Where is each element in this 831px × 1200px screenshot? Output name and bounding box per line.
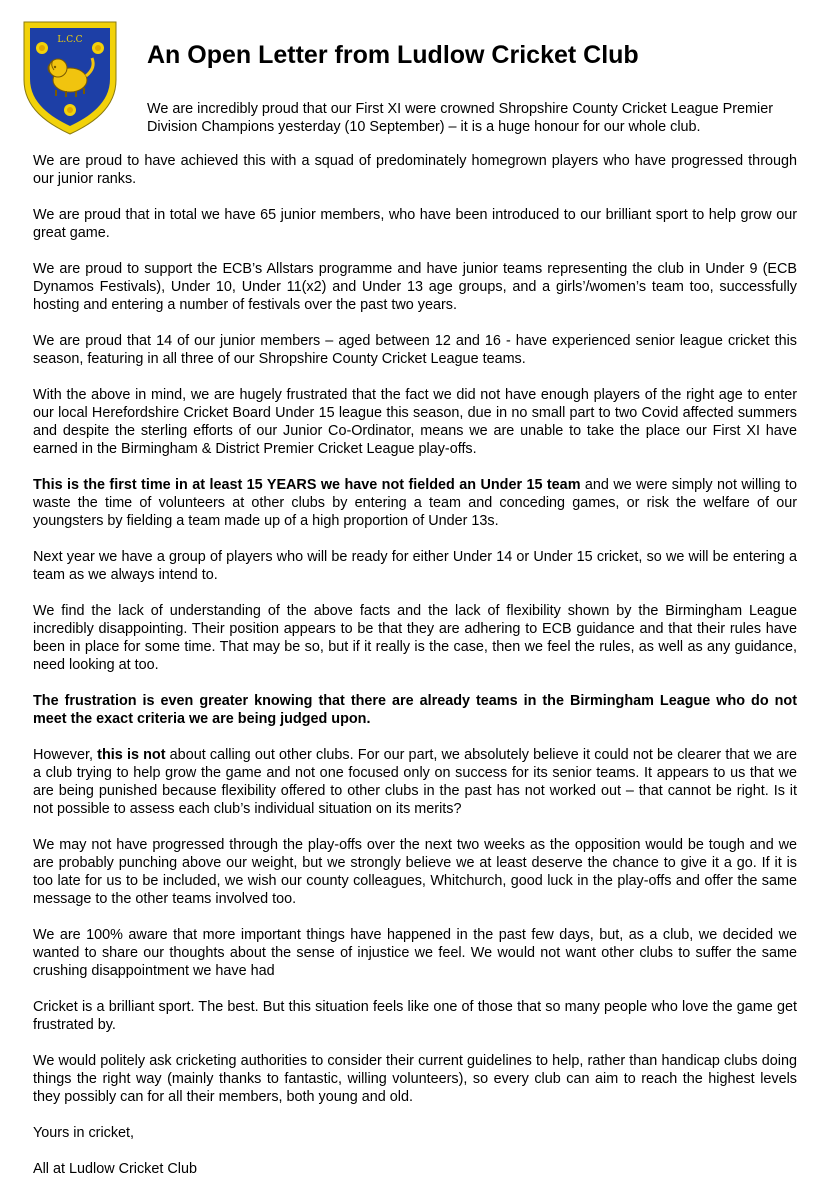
rose-icon bbox=[36, 42, 48, 54]
paragraph-first-time bbox=[33, 476, 797, 530]
signoff: Yours in cricket, bbox=[33, 1125, 135, 1141]
paragraph-play-offs: We may not have progressed through the play-offs over the next two weeks as the opposition would be tough and we are probably punching above our weight, but we strongly believe we at least deserve the chance to give it a go. If it is too late for us to be included, we wish our county colleagues, Whitchurch, good luck in the play-offs and offer the same message to the other teams involved too. bbox=[33, 837, 797, 907]
crest-initials: L.C.C bbox=[57, 35, 83, 45]
paragraph-junior-members: We are proud that in total we have 65 junior members, who have been introduced to our brilliant sport to help grow our great game. bbox=[33, 207, 797, 241]
paragraph-injustice: We are 100% aware that more important things have happened in the past few days, but, as a club, we decided we wanted to share our thoughts about the sense of injustice we feel. We would not want other clubs to suffer the same crushing disappointment we have had bbox=[33, 927, 797, 979]
paragraph-senior-league: We are proud that 14 of our junior members – aged between 12 and 16 - have experienced senior league cricket this season, featuring in all three of our Shropshire County Cricket League teams. bbox=[33, 333, 797, 367]
paragraph-next-year: Next year we have a group of players who will be ready for either Under 14 or Under 15 cricket, so we will be entering a team as we always intend to. bbox=[33, 549, 797, 583]
bold-phrase: this is not bbox=[97, 747, 166, 763]
paragraph-allstars: We are proud to support the ECB’s Allstars programme and have junior teams representing the club in Under 9 (ECB Dynamos Festivals), Under 10, Under 11(x2) and Under 13 age groups, and a girls’/women’s team too, successfully hosting and entering a number of festivals over the past two years. bbox=[33, 261, 797, 313]
paragraph-criteria-bold: The frustration is even greater knowing that there are already teams in the Birmingham League who do not meet the exact criteria we are being judged upon. bbox=[33, 693, 797, 727]
paragraph-text: about calling out other clubs. For our part, we absolutely believe it could not be clearer that we are a club trying to help grow the game and not one focused only on success for its senior teams. It appears to us that we are being punished because flexibility offered to other clubs in the past has not worked out – that cannot be right. Is it not possible to assess each club’s individual situation on its merits? bbox=[33, 747, 797, 817]
rose-icon bbox=[92, 42, 104, 54]
bold-statement: This is the first time in at least 15 YEARS we have not fielded an Under 15 team bbox=[33, 477, 581, 493]
paragraph-disappointing: We find the lack of understanding of the above facts and the lack of flexibility shown by the Birmingham League incredibly disappointing. Their position appears to be that they are adhering to ECB guidance and that their rules have been in place for some time. That may be so, but if it really is the case, then we feel the rules, as well as any guidance, need looking at too. bbox=[33, 603, 797, 673]
paragraph-frustration: With the above in mind, we are hugely frustrated that the fact we did not have enough players of the right age to enter our local Herefordshire Cricket Board Under 15 league this season, due in no small part to two Covid affected summers and despite the sterling efforts of our Junior Co-Ordinator, means we are unable to take the place our First XI have earned in the Birmingham & District Premier Cricket League play-offs. bbox=[33, 387, 797, 457]
paragraph-brilliant-sport: Cricket is a brilliant sport. The best. But this situation feels like one of those that so many people who love the game get frustrated by. bbox=[33, 999, 797, 1033]
paragraph-text: and we were simply not willing to waste the time of volunteers at other clubs by entering a team and conceding games, or risk the welfare of our youngsters by fielding a team made up of a high proportion of Under 13s. bbox=[33, 477, 797, 529]
signature: All at Ludlow Cricket Club bbox=[33, 1161, 197, 1177]
paragraph-text: However, bbox=[33, 747, 98, 763]
paragraph-not-calling-out bbox=[33, 746, 797, 818]
paragraph-homegrown: We are proud to have achieved this with a squad of predominately homegrown players who have progressed through our junior ranks. bbox=[33, 153, 797, 187]
club-crest-logo bbox=[20, 18, 120, 136]
paragraph-request: We would politely ask cricketing authorities to consider their current guidelines to help, rather than handicap clubs doing things the right way (mainly thanks to fantastic, willing volunteers), so every club can aim to reach the highest levels they possibly can for all their members, both young and old. bbox=[33, 1053, 797, 1105]
letter-title: An Open Letter from Ludlow Cricket Club bbox=[147, 41, 639, 69]
intro-paragraph: We are incredibly proud that our First XI were crowned Shropshire County Cricket League Premier Division Champions yesterday (10 September) – it is a huge honour for our whole club. bbox=[147, 101, 774, 135]
letter-body bbox=[33, 152, 797, 1196]
rose-icon bbox=[64, 104, 76, 116]
